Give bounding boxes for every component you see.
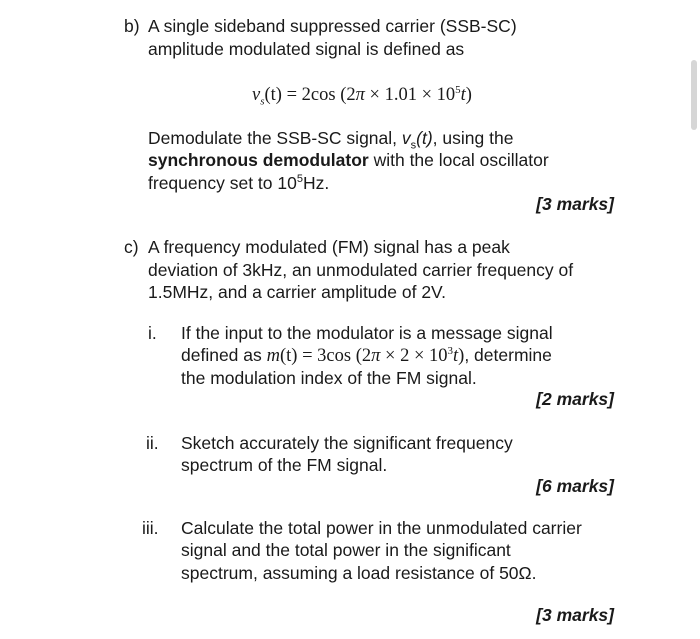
sub-i-equation	[267, 346, 465, 366]
part-c-label: c)	[124, 237, 139, 257]
sub-ii-line-2: spectrum of the FM signal.	[181, 455, 388, 475]
sub-ii-line-1: Sketch accurately the significant frequency	[181, 433, 513, 453]
para3-pre: frequency set to 10	[148, 173, 297, 193]
part-b-marks: [3 marks]	[536, 194, 614, 214]
sub-ii-label: ii.	[146, 433, 159, 453]
sub-iii-line-1: Calculate the total power in the unmodulated carrier	[181, 518, 582, 538]
part-b-para-line-3	[148, 172, 329, 194]
para3-exp: 5	[296, 173, 303, 186]
sub-i-line-1: If the input to the modulator is a message signal	[181, 323, 553, 343]
sub-ii-marks: [6 marks]	[536, 476, 614, 496]
sub-i-line-2	[181, 344, 552, 367]
sub-iii-line-3: spectrum, assuming a load resistance of 50Ω.	[181, 563, 537, 583]
eq-v: v	[252, 85, 261, 105]
eq-rhs-pre: = 2cos (2	[281, 85, 356, 105]
eq-rhs-mid: × 1.01 × 10	[364, 85, 456, 105]
part-b-line-2: amplitude modulated signal is defined as	[148, 39, 465, 59]
part-c-line-2: deviation of 3kHz, an unmodulated carrier frequency of	[148, 260, 574, 280]
para1-v: v	[401, 128, 411, 148]
part-b-para-line-1	[148, 127, 514, 152]
para2-rest: with the local oscillator	[368, 150, 549, 170]
para1-post: , using the	[432, 128, 514, 148]
sub-i-pi: π	[371, 346, 381, 366]
sub-i-t: t	[453, 346, 459, 366]
sub-i-line2-pre: defined as	[181, 345, 267, 365]
part-b-label: b)	[124, 16, 140, 36]
vertical-scrollbar[interactable]	[691, 60, 697, 130]
part-c-line-1: A frequency modulated (FM) signal has a peak	[148, 237, 510, 257]
eq-t: t	[460, 85, 466, 105]
para1-sub: s	[410, 139, 417, 152]
part-b-equation	[252, 84, 472, 106]
para2-bold: synchronous demodulator	[148, 150, 369, 170]
eq-v-sub: s	[260, 95, 265, 108]
sub-i-eq-pre: = 3cos (2	[297, 346, 372, 366]
part-c-line-3: 1.5MHz, and a carrier amplitude of 2V.	[148, 282, 446, 302]
part-b-line-1: A single sideband suppressed carrier (SSB-SC)	[148, 16, 517, 36]
sub-i-exp: 3	[447, 344, 454, 357]
sub-iii-line-2: signal and the total power in the significant	[181, 540, 511, 560]
part-b-para-line-2	[148, 149, 549, 171]
eq-pi: π	[355, 85, 365, 105]
sub-i-t-paren: (t)	[280, 346, 298, 366]
eq-lhs-t: (t)	[264, 85, 282, 105]
eq-close: )	[465, 85, 472, 105]
para1-pre: Demodulate the SSB-SC signal,	[148, 128, 402, 148]
sub-i-label: i.	[148, 323, 157, 343]
sub-i-line2-post: , determine	[464, 345, 552, 365]
para1-t: (t)	[416, 128, 433, 148]
sub-iii-marks: [3 marks]	[536, 605, 614, 625]
sub-iii-label: iii.	[142, 518, 159, 538]
eq-exp: 5	[455, 83, 461, 96]
para3-post: Hz.	[302, 173, 330, 193]
sub-i-eq-mid: × 2 × 10	[380, 346, 448, 366]
sub-i-m: m	[266, 346, 280, 366]
sub-i-line-3: the modulation index of the FM signal.	[181, 368, 477, 388]
sub-i-marks: [2 marks]	[536, 389, 614, 409]
sub-i-eq-close: )	[458, 346, 465, 366]
